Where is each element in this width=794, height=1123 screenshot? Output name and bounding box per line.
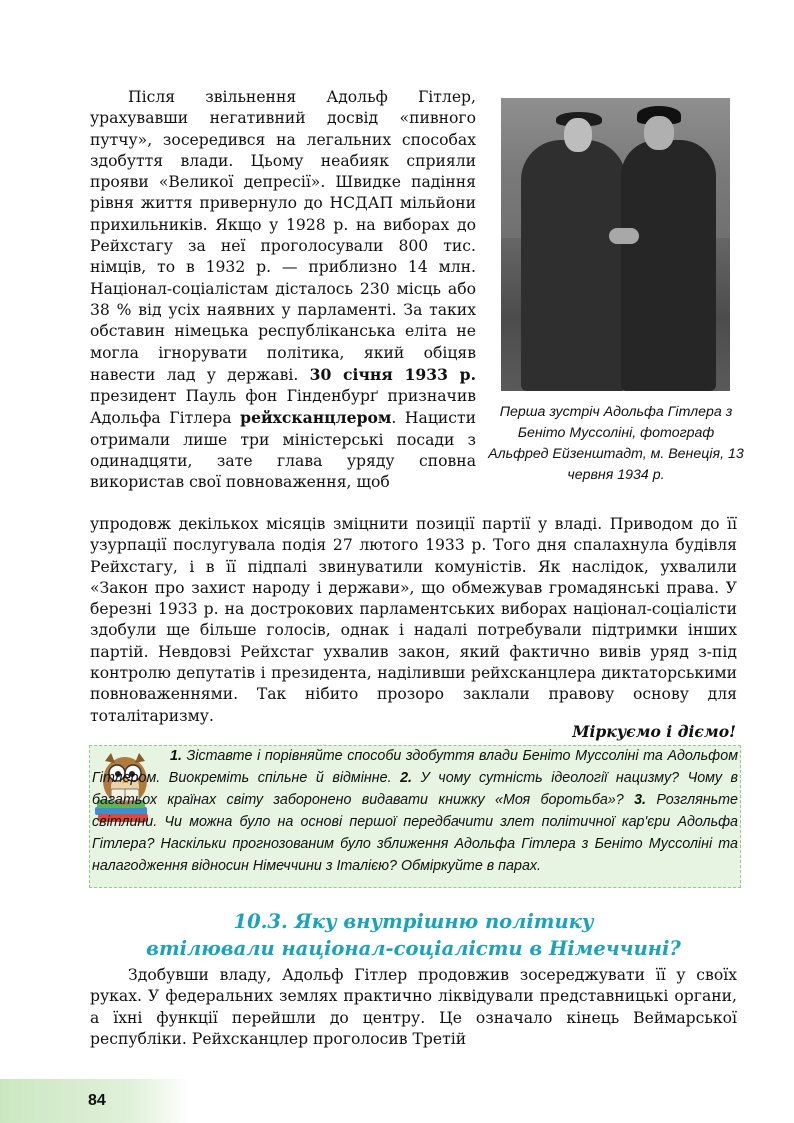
intro-text-end: . Нацисти отримали лише три міністерські посади з одинадцяти, зате глава уряду сповна використав свої повноваження, щоб — [90, 409, 477, 492]
body-paragraph: упродовж декількох місяців зміцнити позиції партії у владі. Приводом до її узурпації послугувала подія 27 лютого 1933 р. Того дня спалахнула будівля Рейхстагу, і в її підпалі звинуватили комуністів. Як наслідок, ухвалили «Закон про захист народу і держави», що обмежував громадянські права. У березні 1933 р. на дострокових парламентських виборах націонал-соціалісти здобули ще більше голосів, однак і надалі потребували підтримки інших партій. Невдовзі Рейхстаг ухвалив закон, який фактично вивів уряд з-під контролю депутатів і президента, наділивши рейхсканцлера диктаторськими повноваженнями. Так нібито прозоро заклали правову основу для тоталітаризму. — [90, 515, 737, 725]
intro-text-mid: президент Пауль фон Гінденбурґ призначив Адольфа Гітлера — [90, 387, 476, 428]
tasks-text: 1. Зіставте і порівняйте способи здобуття влади Беніто Муссоліні та Адольфом Гітлером. Виокреміть спільне й відмінне. 2. У чому сутність ідеології нацизму? Чому в багатьох країнах світу заборонено видавати книжку «Моя боротьба»? 3. Розгляньте світлини. Чи можна було на основі першої передбачити злет політичної кар'єри Адольфа Гітлера? Наскільки прогнозованим було зближення Адольфа Гітлера з Беніто Муссоліні та налагодження відносин Німеччини з Італією? Обміркуйте в парах. — [92, 748, 739, 874]
term-bold: рейхсканцлером — [240, 408, 392, 428]
section-title-line-1: 10.3. Яку внутрішню політику — [233, 910, 594, 933]
historical-photo — [501, 98, 730, 391]
date-bold: 30 січня 1933 р. — [309, 364, 476, 384]
section-title — [90, 908, 737, 962]
intro-paragraph — [90, 87, 476, 494]
section-paragraph: Здобувши владу, Адольф Гітлер продовжив зосереджувати її у своїх руках. У федеральних землях практично ліквідували представницькі органи, а їхні функції перейшли до центру. Це означало кінець Веймарської республіки. Рейхсканцлер проголосив Третій — [90, 966, 737, 1048]
page-number: 84 — [88, 1092, 106, 1109]
task-1: Зіставте і порівняйте способи здобуття влади Беніто Муссоліні та Адольфом Гітлером. Виокреміть спільне й відмінне. — [92, 748, 738, 786]
think-act-title: Міркуємо і діємо! — [572, 722, 736, 741]
photo-caption: Перша зустріч Адольфа Гітлера з Беніто Муссоліні, фотограф Альфред Ейзенштадт, м. Венеція, 13 червня 1934 р. — [488, 404, 744, 483]
task-3: Розгляньте світлини. Чи можна було на основі першої передбачити злет політичної кар'єри Адольфа Гітлера? Наскільки прогнозованим було зближення Адольфа Гітлера з Беніто Муссоліні та налагодження відносин Німеччини з Італією? Обміркуйте в парах. — [92, 792, 739, 874]
task-2: У чому сутність ідеології нацизму? Чому в багатьох країнах світу заборонено видавати книжку «Моя боротьба»? — [92, 770, 738, 808]
section-title-line-2: втілювали націонал-соціалісти в Німеччині? — [146, 937, 681, 960]
intro-text: Після звільнення Адольф Гітлер, урахувавши негативний досвід «пивного путчу», зосередився на легальних способах здобуття влади. Цьому неабияк сприяли прояви «Великої депресії». Швидке падіння рівня життя привернуло до НСДАП мільйони прихильників. Якщо у 1928 р. на виборах до Рейхстагу за неї проголосували 800 тис. німців, то в 1932 р. — приблизно 14 млн. Націонал-соціалістам дісталось 230 місць або 38 % від усіх наявних у парламенті. За таких обставин німецька республіканська еліта не могла ігнорувати політика, який обіцяв навести лад у державі. — [90, 88, 476, 384]
